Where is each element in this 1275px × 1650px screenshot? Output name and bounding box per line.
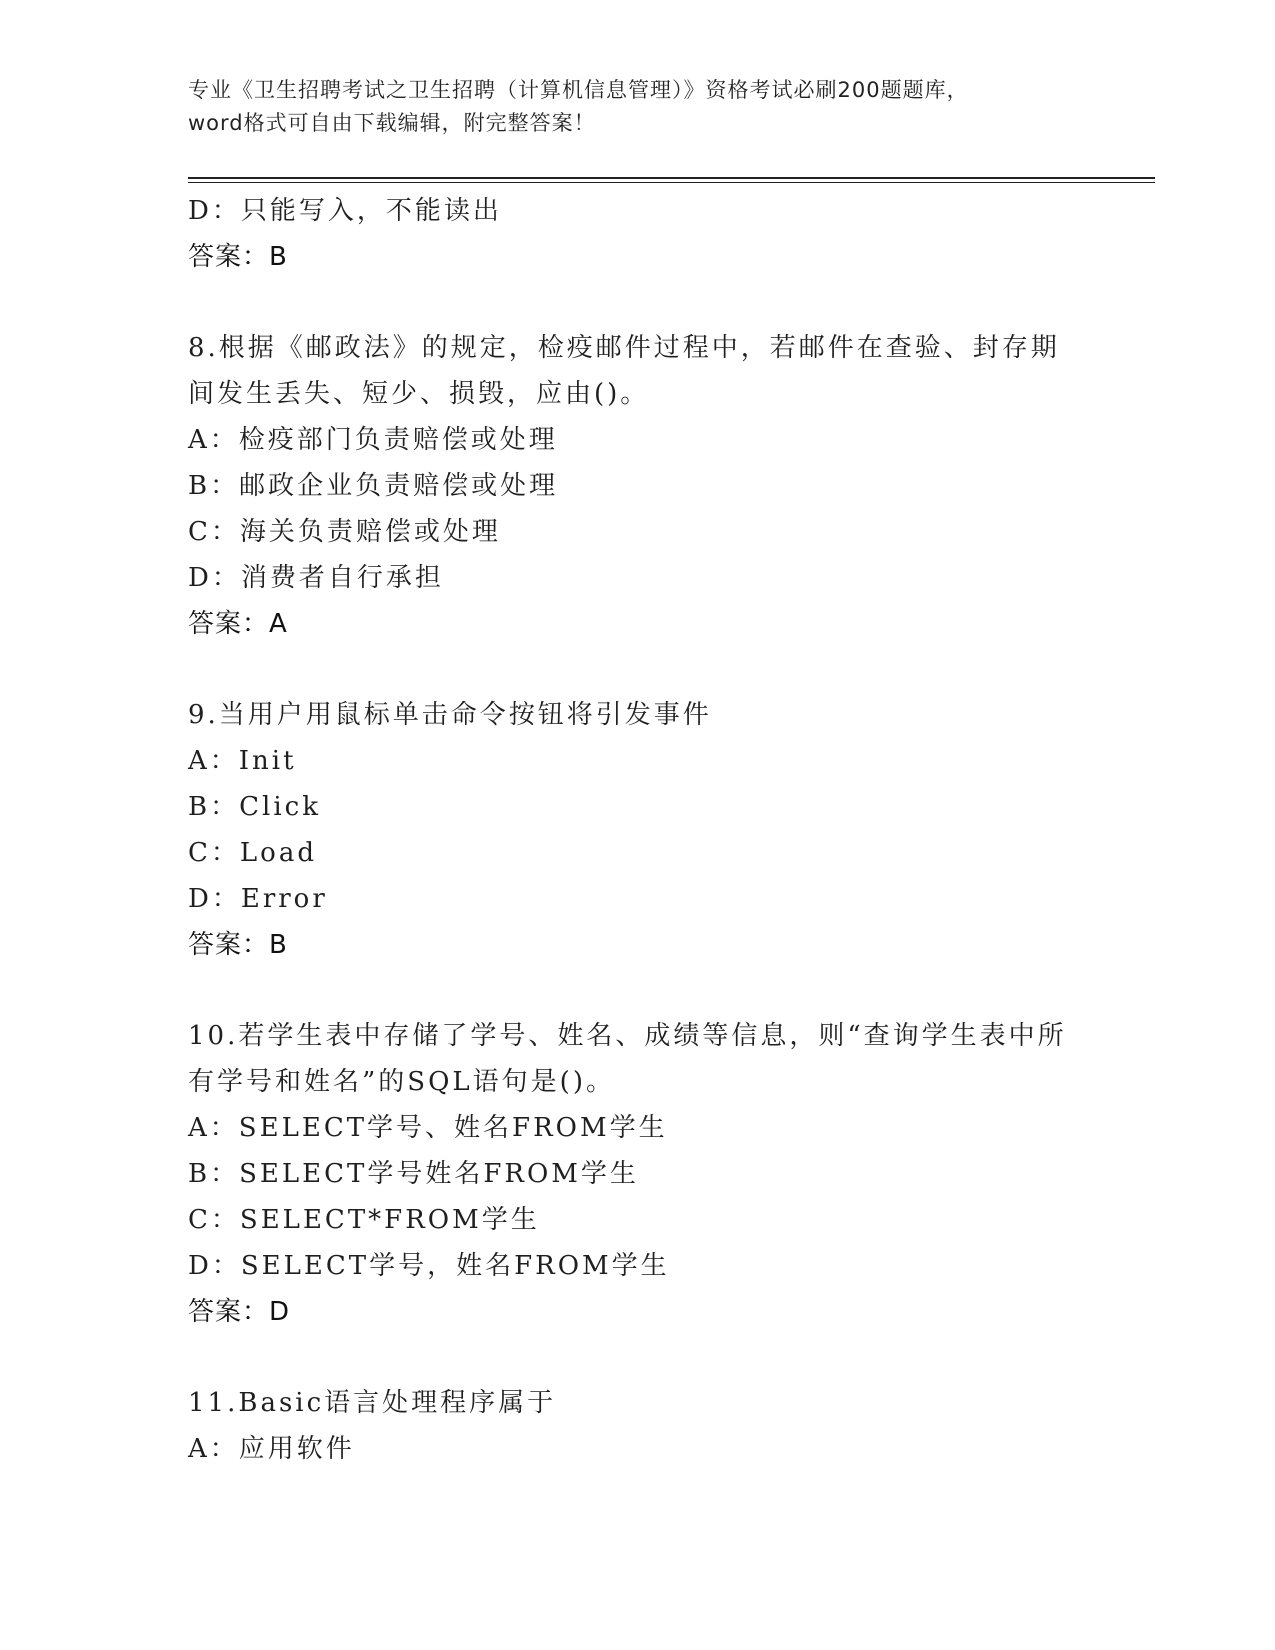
question-9 (188, 692, 1148, 968)
option-b: B：Click (188, 792, 321, 822)
option-d: D：SELECT学号，姓名FROM学生 (188, 1251, 670, 1281)
question-stem: 8.根据《邮政法》的规定，检疫邮件过程中，若邮件在查验、封存期 (188, 333, 1060, 363)
answer-line: 答案：B (188, 242, 288, 272)
question-content (188, 188, 1148, 1472)
answer-line: 答案：B (188, 930, 288, 960)
option-d: D：Error (188, 884, 328, 914)
option-c: C：Load (188, 838, 317, 868)
header-line-1: 专业《卫生招聘考试之卫生招聘（计算机信息管理）》资格考试必刷200题题库， (188, 78, 969, 102)
header-divider-thin (188, 182, 1155, 183)
question-10 (188, 1013, 1148, 1335)
answer-line: 答案：A (188, 609, 288, 639)
header-line-2: word格式可自由下载编辑，附完整答案！ (188, 111, 596, 135)
option-a: A：Init (188, 746, 297, 776)
option-d: D：消费者自行承担 (188, 563, 444, 593)
question-stem: 9.当用户用鼠标单击命令按钮将引发事件 (188, 700, 712, 730)
option-b: B：SELECT学号姓名FROM学生 (188, 1159, 639, 1189)
question-stem: 11.Basic语言处理程序属于 (188, 1388, 557, 1418)
option-a: A：SELECT学号、姓名FROM学生 (188, 1113, 668, 1143)
option-a: A：应用软件 (188, 1434, 355, 1464)
option-a: A：检疫部门负责赔偿或处理 (188, 425, 558, 455)
header-divider-thick (188, 177, 1155, 179)
question-11 (188, 1380, 1148, 1472)
option-c: C：SELECT*FROM学生 (188, 1205, 540, 1235)
question-7-tail (188, 188, 1148, 280)
question-stem-continued: 间发生丢失、短少、损毁，应由()。 (188, 379, 650, 409)
option-c: C：海关负责赔偿或处理 (188, 517, 501, 547)
question-8 (188, 325, 1148, 647)
document-header (188, 74, 1088, 140)
answer-line: 答案：D (188, 1297, 291, 1327)
option-d: D：只能写入，不能读出 (188, 196, 502, 226)
question-stem-continued: 有学号和姓名”的SQL语句是()。 (188, 1067, 615, 1097)
question-stem: 10.若学生表中存储了学号、姓名、成绩等信息，则“查询学生表中所 (188, 1021, 1067, 1051)
option-b: B：邮政企业负责赔偿或处理 (188, 471, 559, 501)
